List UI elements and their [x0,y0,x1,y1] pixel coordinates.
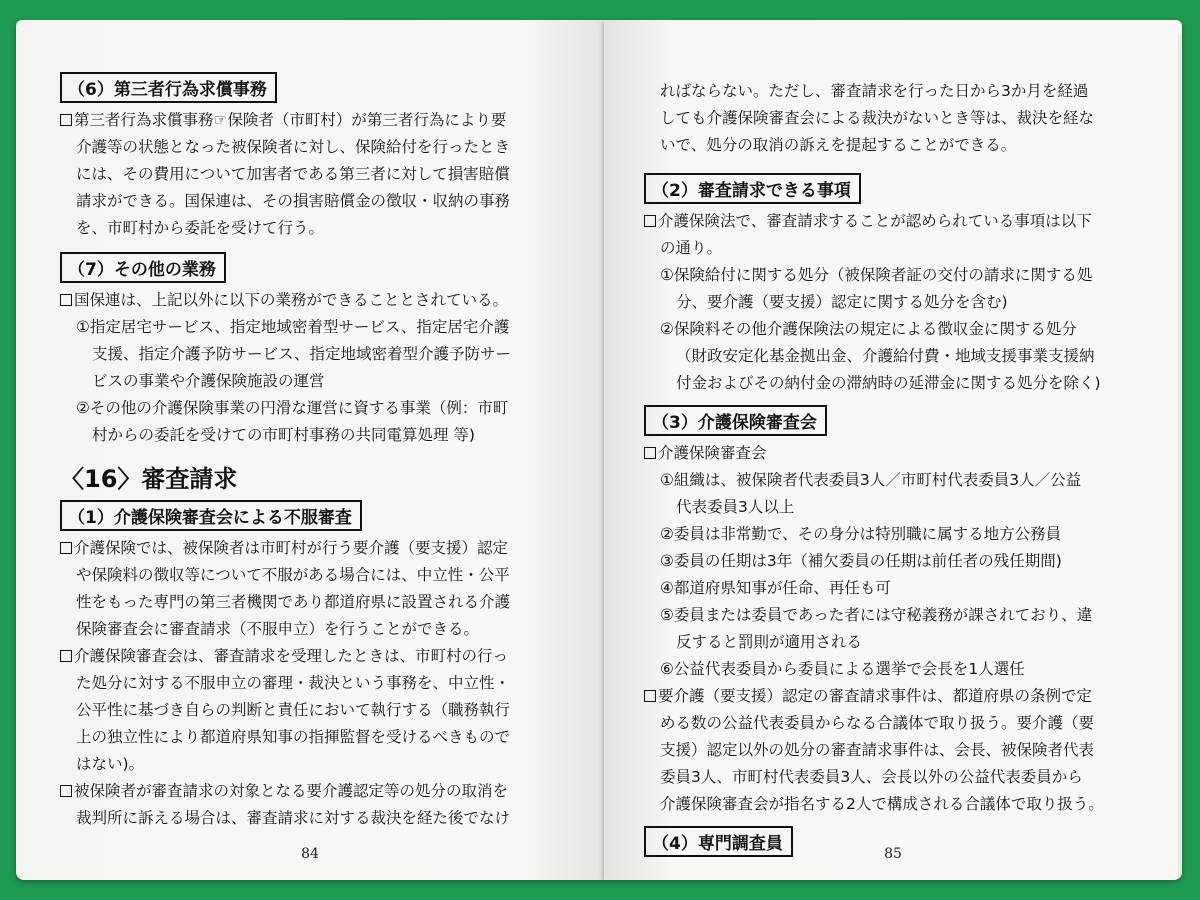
checkbox-square-icon [60,650,72,662]
section-heading-3: （3）介護保険審査会 [644,405,827,436]
sec1-para1-line-1: 介護保険では、被保険者は市町村が行う要介護（要支援）認定 [60,535,576,562]
sec2-item2-line-1: ②保険料その他介護保険法の規定による徴収金に関する処分 [660,320,1077,338]
sec6-line-3: には、その費用について加害者である第三者に対して損害賠償 [76,165,510,183]
checkbox-square-icon [644,690,656,702]
sec3-item5-line-2: 反すると罰則が適用される [676,633,863,651]
sec7-item2-line-2: 村からの委託を受けての市町村事務の共同電算処理 等) [92,426,475,444]
sec1-para1-line-3: 性をもった専門の第三者機関であり都道府県に設置される介護 [76,593,511,611]
sec6-line-2: 介護等の状態となった被保険者に対し、保険給付を行ったとき [76,138,511,156]
right-page [604,20,1182,880]
sec7-item1-line-2: 支援、指定介護予防サービス、指定地域密着型介護予防サー [92,345,511,363]
sec1-para2-line-4: 上の独立性により都道府県知事の指揮監督を受けるべきもので [76,728,511,746]
sec7-item2-line-1: ②その他の介護保険事業の円滑な運営に資する事業（例：市町 [76,399,509,417]
checkbox-square-icon [60,294,72,306]
chapter-title-16: 〈16〉審査請求 [60,465,238,493]
cont-line-2: しても介護保険審査会による裁決がないとき等は、裁決を経な [660,109,1095,127]
sec3-para-line-3: 支援）認定以外の処分の審査請求事件は、会長、被保険者代表 [660,741,1095,759]
section-heading-2: （2）審査請求できる事項 [644,173,861,204]
sec3-item4: ④都道府県知事が任命、再任も可 [660,579,891,597]
page-edge-stack [1178,34,1182,880]
sec1-para2-line-3: 公平性に基づき自らの判断と責任において執行する（職務執行 [76,701,511,719]
sec1-para2-line-1: 介護保険審査会は、審査請求を受理したときは、市町村の行っ [60,643,576,670]
sec6-line-1: 第三者行為求償事務☞保険者（市町村）が第三者行為により要 [60,107,576,134]
sec3-intro: 介護保険審査会 [644,440,1156,467]
section-heading-1: （1）介護保険審査会による不服審査 [60,500,362,531]
sec3-item3: ③委員の任期は3年（補欠委員の任期は前任者の残任期間) [660,552,1062,570]
page-number-right: 85 [884,846,902,862]
sec1-para1-line-4: 保険審査会に審査請求（不服申立）を行うことができる。 [76,620,480,638]
section-heading-7: （7）その他の業務 [60,252,226,283]
sec6-line-4: 請求ができる。国保連は、その損害賠償金の徴収・収納の事務 [76,192,511,210]
sec3-item1-line-1: ①組織は、被保険者代表委員3人／市町村代表委員3人／公益 [660,471,1082,489]
left-page-content [60,72,576,832]
sec3-para-line-2: める数の公益代表委員からなる合議体で取り扱う。要介護（要 [660,714,1095,732]
right-page-content [644,78,1156,861]
sec1-para3-line-2: 裁判所に訴える場合は、審査請求に対する裁決を経た後でなけ [76,809,511,827]
checkbox-square-icon [644,447,656,459]
sec2-intro-line-2: の通り。 [660,239,723,257]
sec2-item2-line-3: 付金およびその納付金の滞納時の延滞金に関する処分を除く) [676,374,1101,392]
left-page [16,20,604,880]
checkbox-square-icon [60,785,72,797]
sec3-para-line-4: 委員3人、市町村代表委員3人、会長以外の公益代表委員から [660,768,1083,786]
section-heading-6: （6）第三者行為求償事務 [60,72,277,103]
sec1-para2-line-5: はない)。 [76,755,145,773]
sec3-item6: ⑥公益代表委員から委員による選挙で会長を1人選任 [660,660,1025,678]
sec3-item5-line-1: ⑤委員または委員であった者には守秘義務が課されており、違 [660,606,1093,624]
checkbox-square-icon [60,542,72,554]
checkbox-square-icon [60,114,72,126]
sec2-item1-line-1: ①保険給付に関する処分（被保険者証の交付の請求に関する処 [660,266,1093,284]
sec3-item2: ②委員は非常勤で、その身分は特別職に属する地方公務員 [660,525,1062,543]
sec3-item1-line-2: 代表委員3人以上 [676,498,795,516]
sec7-intro: 国保連は、上記以外に以下の業務ができることとされている。 [60,287,576,314]
sec2-item2-line-2: （財政安定化基金拠出金、介護給付費・地域支援事業支援納 [676,347,1095,365]
open-book [16,20,1186,888]
sec3-para-line-1: 要介護（要支援）認定の審査請求事件は、都道府県の条例で定 [644,683,1156,710]
sec2-intro-line-1: 介護保険法で、審査請求することが認められている事項は以下 [644,208,1156,235]
sec1-para2-line-2: た処分に対する不服申立の審理・裁決という事務を、中立性・ [76,674,511,692]
sec6-line-5: を、市町村から委託を受けて行う。 [76,219,325,237]
cont-line-1: ればならない。ただし、審査請求を行った日から3か月を経過 [660,82,1089,100]
sec3-para-line-5: 介護保険審査会が指名する2人で構成される合議体で取り扱う。 [660,795,1104,813]
page-number-left: 84 [301,846,319,862]
cont-line-3: いで、処分の取消の訴えを提起することができる。 [660,136,1017,154]
sec2-item1-line-2: 分、要介護（要支援）認定に関する処分を含む) [676,293,1008,311]
sec7-item1-line-3: ビスの事業や介護保険施設の運営 [92,372,325,390]
section-heading-4: （4）専門調査員 [644,826,793,857]
sec1-para3-line-1: 被保険者が審査請求の対象となる要介護認定等の処分の取消を [60,778,576,805]
checkbox-square-icon [644,215,656,227]
sec7-item1-line-1: ①指定居宅サービス、指定地域密着型サービス、指定居宅介護 [76,318,510,336]
sec1-para1-line-2: や保険料の徴収等について不服がある場合には、中立性・公平 [76,566,510,584]
